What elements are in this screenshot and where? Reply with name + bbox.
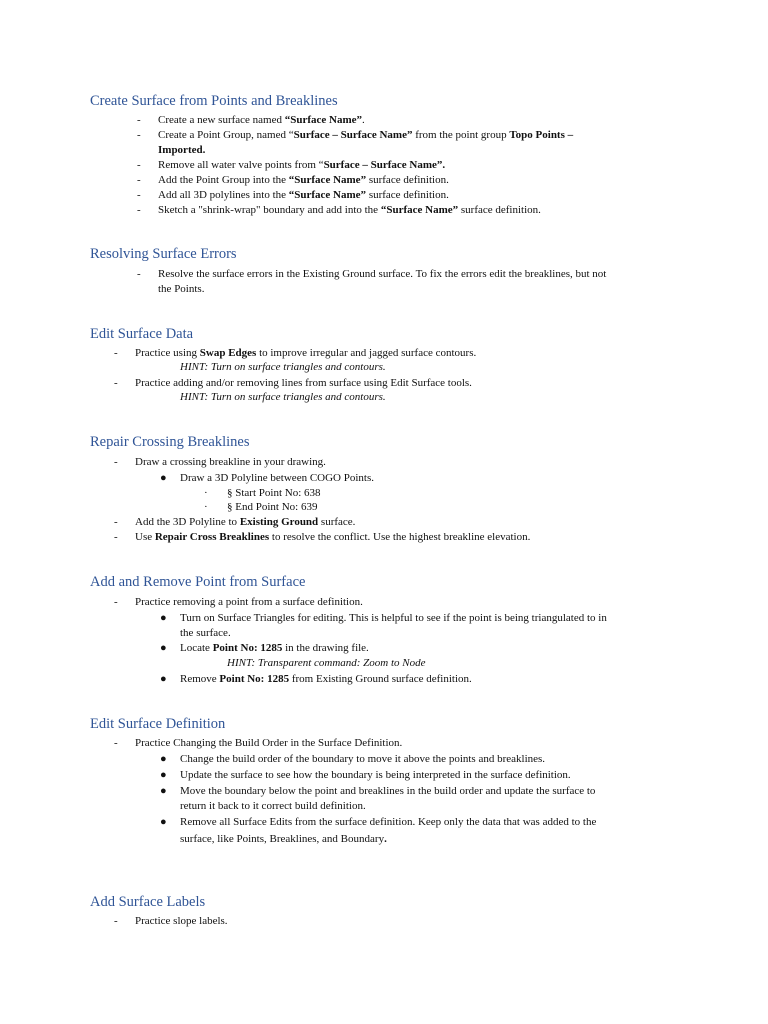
dash-marker: - [114,347,118,359]
bullet-item: Locate Point No: 1285 in the drawing file. [180,642,369,654]
dash-marker: - [114,516,118,528]
list-item: Resolve the surface errors in the Existing Ground surface. To fix the errors edit the breaklines, but not [158,268,607,280]
list-item: Add the Point Group into the “Surface Name” surface definition. [158,174,449,186]
heading-repair-breaklines: Repair Crossing Breaklines [90,434,250,450]
sub-marker: · [204,487,208,499]
list-item: Practice adding and/or removing lines from surface using Edit Surface tools. [135,377,472,389]
dash-marker: - [137,159,141,171]
bullet-marker: ● [160,769,167,781]
dash-marker: - [137,268,141,280]
dash-marker: - [137,129,141,141]
dash-marker: - [114,596,118,608]
heading-edit-surface-data: Edit Surface Data [90,326,194,342]
bullet-marker: ● [160,816,167,828]
sub-marker: · [204,501,208,513]
dash-marker: - [114,915,118,927]
list-item: Use Repair Cross Breaklines to resolve the conflict. Use the highest breakline elevation. [135,531,531,543]
dash-marker: - [114,456,118,468]
list-item: Add the 3D Polyline to Existing Ground surface. [135,516,356,528]
bullet-item-continuation: return it back to it correct build definition. [180,800,366,812]
list-item: Practice removing a point from a surface definition. [135,596,363,608]
bullet-item: Move the boundary below the point and breaklines in the build order and update the surface to [180,785,596,797]
bullet-marker: ● [160,472,167,484]
bullet-item: Update the surface to see how the boundary is being interpreted in the surface definition. [180,769,571,781]
bullet-marker: ● [160,612,167,624]
bullet-item: Turn on Surface Triangles for editing. This is helpful to see if the point is being triangulated to in [180,612,607,624]
bullet-marker: ● [160,785,167,797]
dash-marker: - [137,114,141,126]
sub-item: § End Point No: 639 [227,501,318,513]
bullet-marker: ● [160,642,167,654]
bullet-item: Draw a 3D Polyline between COGO Points. [180,472,375,484]
list-item: Create a Point Group, named “Surface – Surface Name” from the point group Topo Points – [158,129,574,141]
dash-marker: - [114,377,118,389]
heading-edit-definition: Edit Surface Definition [90,716,226,732]
dash-marker: - [137,189,141,201]
heading-resolving-errors: Resolving Surface Errors [90,246,237,262]
dash-marker: - [114,737,118,749]
list-item: Sketch a "shrink-wrap" boundary and add into the “Surface Name” surface definition. [158,204,541,216]
bullet-item: Change the build order of the boundary to move it above the points and breaklines. [180,753,546,765]
list-item: Remove all water valve points from “Surface – Surface Name”. [158,159,446,171]
heading-add-remove-point: Add and Remove Point from Surface [90,574,306,590]
list-item-continuation: Imported. [158,144,206,156]
list-item: Practice slope labels. [135,915,228,927]
dash-marker: - [137,204,141,216]
list-item: Add all 3D polylines into the “Surface Name” surface definition. [158,189,449,201]
hint-text: HINT: Transparent command: Zoom to Node [227,657,426,669]
bullet-item-continuation: the surface. [180,627,231,639]
bullet-item: Remove all Surface Edits from the surface definition. Keep only the data that was added to the [180,816,597,828]
dash-marker: - [137,174,141,186]
hint-text: HINT: Turn on surface triangles and contours. [180,391,386,403]
bullet-marker: ● [160,753,167,765]
heading-surface-labels: Add Surface Labels [90,894,206,910]
sub-item: § Start Point No: 638 [227,487,321,499]
list-item-continuation: the Points. [158,283,205,295]
bullet-marker: ● [160,673,167,685]
heading-create-surface: Create Surface from Points and Breaklines [90,93,338,109]
bullet-item: Remove Point No: 1285 from Existing Ground surface definition. [180,673,472,685]
list-item: Practice using Swap Edges to improve irregular and jagged surface contours. [135,347,477,359]
dash-marker: - [114,531,118,543]
list-item: Draw a crossing breakline in your drawing. [135,456,326,468]
list-item: Create a new surface named “Surface Name”. [158,114,365,126]
hint-text: HINT: Turn on surface triangles and contours. [180,361,386,373]
list-item: Practice Changing the Build Order in the Surface Definition. [135,737,403,749]
bullet-item-continuation: surface, like Points, Breaklines, and Boundary. [180,833,387,845]
